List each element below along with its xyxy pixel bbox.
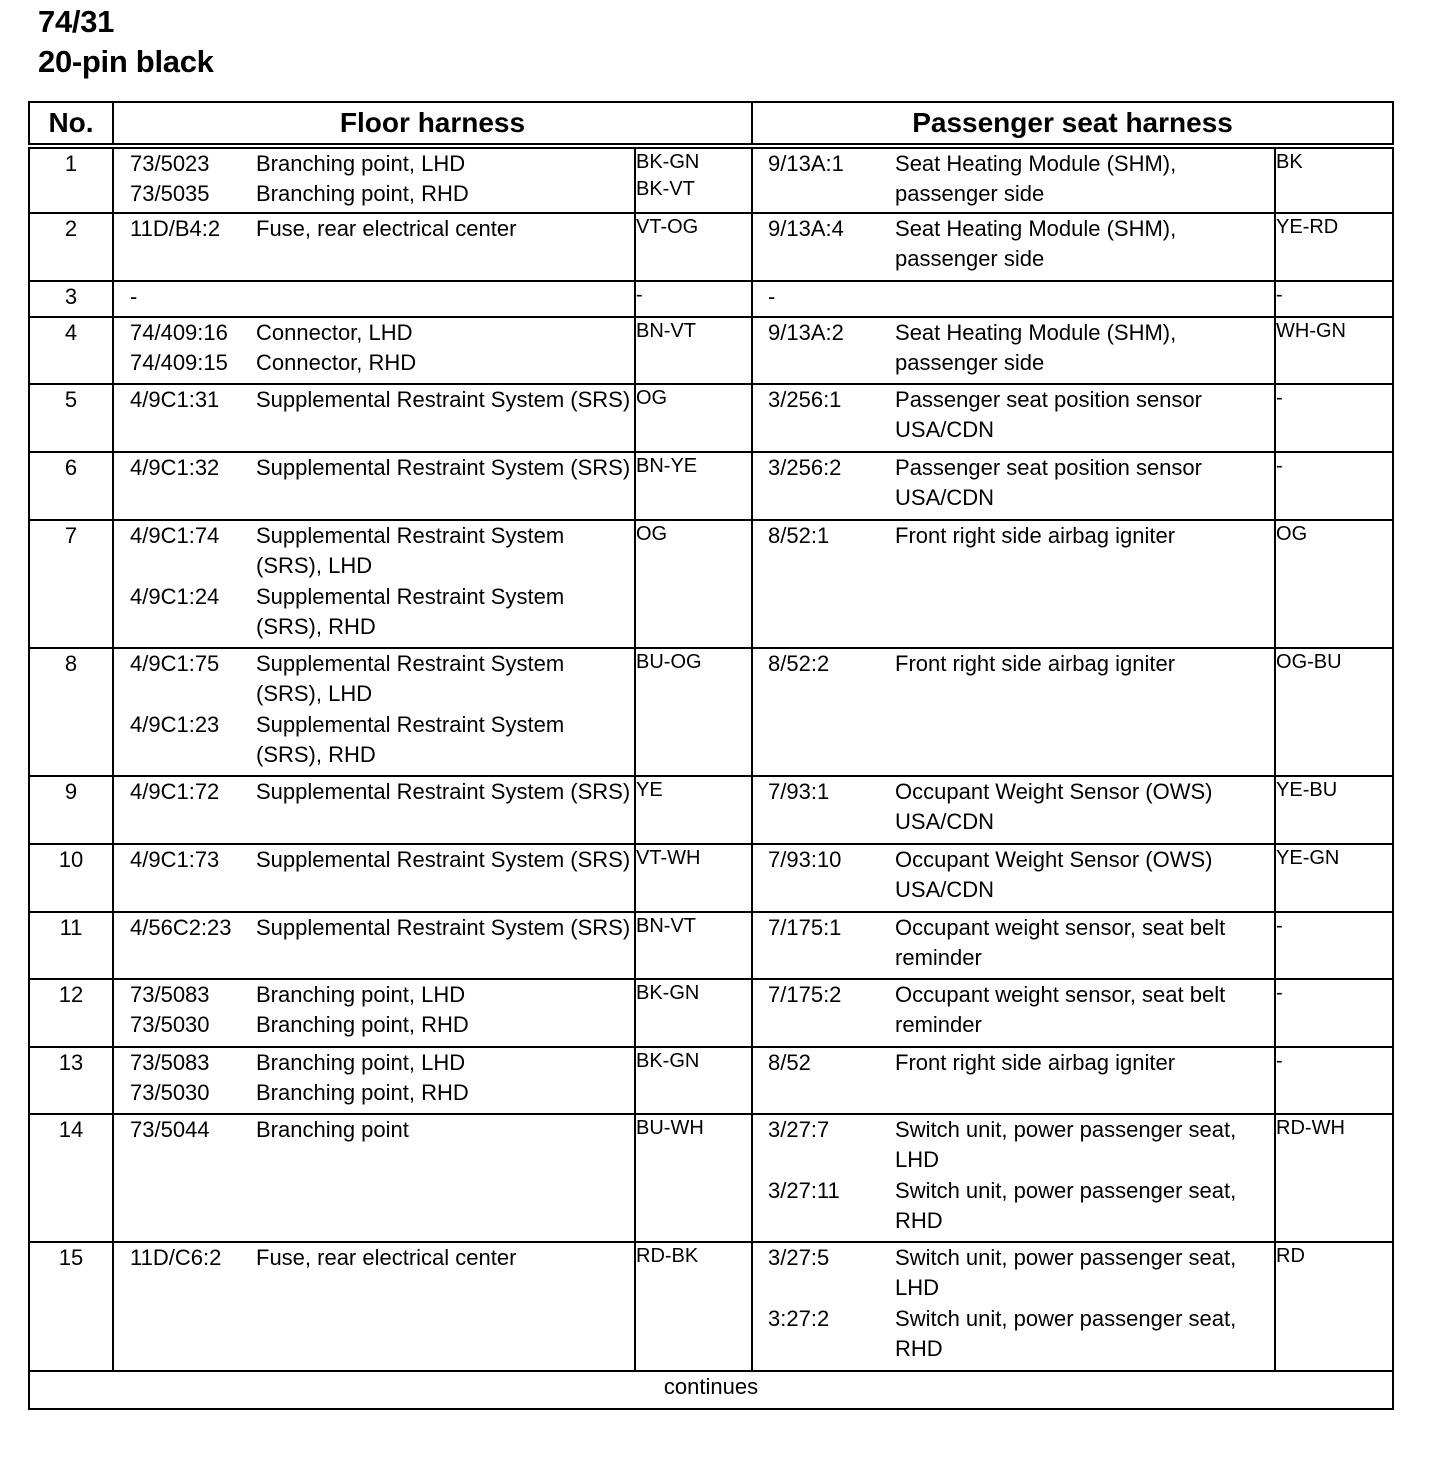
harness-entry	[114, 582, 634, 643]
pin-number: 15	[29, 1242, 113, 1371]
floor-wire-color	[635, 1114, 752, 1242]
component-description: Branching point, LHD	[256, 151, 466, 176]
passenger-harness-cell	[752, 1242, 1275, 1371]
wire-color-code: BK-GN	[636, 151, 700, 173]
harness-entry	[753, 1176, 1274, 1237]
wire-color-code: BN-YE	[636, 455, 698, 477]
harness-entry	[753, 214, 1274, 275]
component-code: 7/175:2	[768, 982, 842, 1007]
floor-wire-color	[635, 1242, 752, 1371]
passenger-wire-color	[1275, 213, 1393, 281]
component-code: 74/409:15	[130, 350, 228, 376]
component-description: Passenger seat position sensor USA/CDN	[895, 455, 1202, 511]
harness-entry	[753, 1048, 1274, 1078]
harness-entry	[753, 845, 1274, 906]
floor-harness-cell	[113, 213, 635, 281]
component-code: 73/5083	[130, 982, 210, 1007]
table-row	[29, 317, 1393, 384]
harness-entry	[114, 710, 634, 771]
component-code: 73/5030	[130, 1080, 210, 1106]
component-description: Branching point, RHD	[256, 1080, 469, 1106]
passenger-wire-color	[1275, 648, 1393, 776]
pin-number: 4	[29, 317, 113, 384]
wire-color-code: BN-VT	[636, 915, 696, 937]
harness-entry	[753, 1304, 1274, 1365]
component-description: Supplemental Restraint System (SRS), LHD	[256, 523, 565, 579]
column-header-passenger-seat-harness: Passenger seat harness	[752, 102, 1393, 146]
passenger-wire-color	[1275, 384, 1393, 452]
wire-color-code: OG	[636, 387, 668, 409]
wire-color-code: -	[1276, 915, 1283, 937]
component-description: Switch unit, power passenger seat, RHD	[895, 1305, 1237, 1362]
harness-entry	[114, 1010, 634, 1040]
harness-entry	[753, 453, 1274, 514]
component-description: Switch unit, power passenger seat, LHD	[895, 1245, 1237, 1301]
wire-color-code: BU-WH	[636, 1117, 704, 1139]
table-row	[29, 1242, 1393, 1371]
harness-entry	[753, 149, 1274, 210]
connector-description: 20-pin black	[38, 44, 214, 79]
component-description: Branching point, RHD	[256, 1012, 469, 1038]
harness-entry	[114, 282, 634, 312]
wire-color-code: RD	[1276, 1245, 1305, 1267]
component-description: Supplemental Restraint System (SRS)	[256, 387, 631, 412]
floor-wire-color	[635, 776, 752, 844]
harness-entry	[753, 1243, 1274, 1304]
table-header-row	[29, 102, 1393, 146]
component-code: 9/13A:4	[768, 216, 844, 241]
component-description: Supplemental Restraint System (SRS), RHD	[256, 711, 565, 768]
component-description: Front right side airbag igniter	[895, 523, 1176, 548]
floor-harness-cell	[113, 912, 635, 979]
wire-color-code: VT-OG	[636, 216, 699, 238]
passenger-wire-color	[1275, 1047, 1393, 1114]
floor-wire-color	[635, 317, 752, 384]
table-row	[29, 776, 1393, 844]
passenger-harness-cell	[752, 146, 1275, 213]
passenger-harness-cell	[752, 979, 1275, 1047]
component-description: Occupant Weight Sensor (OWS) USA/CDN	[895, 847, 1213, 903]
component-description: Supplemental Restraint System (SRS)	[256, 455, 631, 480]
floor-harness-cell	[113, 1047, 635, 1114]
component-code: 7/93:1	[768, 779, 830, 804]
harness-entry	[114, 913, 634, 943]
component-description: Branching point, RHD	[256, 181, 469, 207]
wire-color-code: -	[1276, 455, 1283, 477]
component-description: Supplemental Restraint System (SRS)	[256, 847, 631, 872]
passenger-wire-color	[1275, 520, 1393, 648]
component-code: 4/9C1:72	[130, 779, 220, 804]
floor-wire-color	[635, 213, 752, 281]
component-description: Occupant Weight Sensor (OWS) USA/CDN	[895, 779, 1213, 835]
floor-harness-cell	[113, 317, 635, 384]
component-description: Seat Heating Module (SHM), passenger side	[895, 151, 1177, 207]
component-description: Switch unit, power passenger seat, RHD	[895, 1177, 1237, 1234]
table-row	[29, 384, 1393, 452]
wire-color-code: -	[1276, 1050, 1283, 1072]
component-description: Supplemental Restraint System (SRS)	[256, 779, 631, 804]
passenger-wire-color	[1275, 776, 1393, 844]
floor-harness-cell	[113, 648, 635, 776]
floor-wire-color	[635, 979, 752, 1047]
harness-entry	[114, 1115, 634, 1145]
harness-entry	[114, 1243, 634, 1273]
component-code: 9/13A:1	[768, 151, 844, 176]
harness-entry	[114, 385, 634, 415]
component-description: Front right side airbag igniter	[895, 651, 1176, 676]
floor-harness-cell	[113, 384, 635, 452]
wire-color-code: YE-RD	[1276, 216, 1339, 238]
floor-wire-color	[635, 1047, 752, 1114]
table-row	[29, 979, 1393, 1047]
component-code: 73/5030	[130, 1012, 210, 1038]
component-code: 3/27:5	[768, 1245, 830, 1270]
passenger-harness-cell	[752, 384, 1275, 452]
floor-wire-color	[635, 384, 752, 452]
table-row	[29, 648, 1393, 776]
harness-entry	[114, 214, 634, 244]
wire-color-code: BK-GN	[636, 1050, 700, 1072]
component-code: 8/52	[768, 1050, 811, 1075]
floor-wire-color	[635, 146, 752, 213]
harness-entry	[114, 980, 634, 1010]
component-code: 4/9C1:32	[130, 455, 220, 480]
floor-harness-cell	[113, 1242, 635, 1371]
floor-harness-cell	[113, 1114, 635, 1242]
harness-entry	[753, 521, 1274, 551]
harness-entry	[114, 1048, 634, 1078]
floor-harness-cell	[113, 281, 635, 317]
wire-color-code: BK	[1276, 151, 1303, 173]
pin-number: 6	[29, 452, 113, 520]
harness-entry	[114, 649, 634, 710]
passenger-harness-cell	[752, 520, 1275, 648]
component-code: 4/9C1:74	[130, 523, 220, 548]
pin-number: 2	[29, 213, 113, 281]
pin-number: 7	[29, 520, 113, 648]
component-description: Occupant weight sensor, seat belt reminder	[895, 915, 1226, 971]
component-description: Branching point, LHD	[256, 982, 466, 1007]
pin-number: 12	[29, 979, 113, 1047]
component-code: 3/27:7	[768, 1117, 830, 1142]
component-code: 4/9C1:75	[130, 651, 220, 676]
wire-color-code: -	[1276, 284, 1283, 306]
wire-color-code: OG-BU	[1276, 651, 1342, 673]
component-code: -	[768, 284, 776, 309]
component-description: Seat Heating Module (SHM), passenger side	[895, 320, 1177, 376]
passenger-harness-cell	[752, 776, 1275, 844]
component-description: Front right side airbag igniter	[895, 1050, 1176, 1075]
component-code: 4/56C2:23	[130, 915, 232, 940]
component-code: 3/256:1	[768, 387, 842, 412]
component-description: Supplemental Restraint System (SRS)	[256, 915, 631, 940]
component-code: 73/5083	[130, 1050, 210, 1075]
pin-number: 1	[29, 146, 113, 213]
component-code: 3/256:2	[768, 455, 842, 480]
passenger-wire-color	[1275, 844, 1393, 912]
component-code: 73/5035	[130, 181, 210, 207]
passenger-harness-cell	[752, 317, 1275, 384]
component-code: 4/9C1:24	[130, 583, 220, 609]
component-description: Fuse, rear electrical center	[256, 216, 517, 241]
harness-entry	[753, 777, 1274, 838]
table-row	[29, 452, 1393, 520]
passenger-wire-color	[1275, 281, 1393, 317]
table-row	[29, 146, 1393, 213]
component-code: 8/52:1	[768, 523, 830, 548]
harness-entry	[114, 149, 634, 179]
wire-color-code: VT-WH	[636, 847, 701, 869]
harness-entry	[114, 453, 634, 483]
connector-id: 74/31	[38, 4, 115, 39]
component-code: 4/9C1:31	[130, 387, 220, 412]
harness-entry	[114, 777, 634, 807]
harness-entry	[114, 179, 634, 209]
component-code: 8/52:2	[768, 651, 830, 676]
passenger-harness-cell	[752, 844, 1275, 912]
floor-harness-cell	[113, 979, 635, 1047]
passenger-wire-color	[1275, 1242, 1393, 1371]
passenger-harness-cell	[752, 648, 1275, 776]
passenger-harness-cell	[752, 912, 1275, 979]
component-description: Switch unit, power passenger seat, LHD	[895, 1117, 1237, 1173]
wire-color-code: -	[1276, 387, 1283, 409]
pin-number: 3	[29, 281, 113, 317]
component-description: Supplemental Restraint System (SRS), LHD	[256, 651, 565, 707]
passenger-wire-color	[1275, 979, 1393, 1047]
passenger-harness-cell	[752, 281, 1275, 317]
wire-color-code: BK-VT	[636, 178, 695, 200]
harness-entry	[114, 348, 634, 378]
pin-number: 14	[29, 1114, 113, 1242]
passenger-wire-color	[1275, 912, 1393, 979]
wire-color-code: -	[636, 284, 643, 306]
pin-number: 5	[29, 384, 113, 452]
table-row	[29, 281, 1393, 317]
harness-entry	[753, 649, 1274, 679]
component-code: -	[130, 284, 138, 309]
component-description: Occupant weight sensor, seat belt reminder	[895, 982, 1226, 1038]
floor-harness-cell	[113, 452, 635, 520]
passenger-wire-color	[1275, 146, 1393, 213]
wire-color-code: YE-GN	[1276, 847, 1340, 869]
table-row	[29, 520, 1393, 648]
harness-entry	[753, 385, 1274, 446]
wire-color-code: -	[1276, 982, 1283, 1004]
pin-number: 8	[29, 648, 113, 776]
harness-entry	[753, 913, 1274, 974]
component-description: Seat Heating Module (SHM), passenger side	[895, 216, 1177, 272]
wire-color-code: OG	[1276, 523, 1308, 545]
pin-number: 10	[29, 844, 113, 912]
passenger-harness-cell	[752, 213, 1275, 281]
component-code: 3/27:11	[768, 1177, 840, 1203]
floor-wire-color	[635, 912, 752, 979]
harness-entry	[114, 1078, 634, 1108]
component-description: Branching point	[256, 1117, 409, 1142]
component-description	[895, 282, 1274, 312]
wire-color-code: BK-GN	[636, 982, 700, 1004]
component-description: Connector, RHD	[256, 350, 417, 376]
harness-entry	[114, 845, 634, 875]
passenger-harness-cell	[752, 1047, 1275, 1114]
floor-harness-cell	[113, 146, 635, 213]
component-code: 4/9C1:23	[130, 711, 220, 737]
wire-color-code: BN-VT	[636, 320, 696, 342]
component-description: Branching point, LHD	[256, 1050, 466, 1075]
pin-number: 11	[29, 912, 113, 979]
component-description: Supplemental Restraint System (SRS), RHD	[256, 583, 565, 640]
wire-color-code: RD-WH	[1276, 1117, 1345, 1139]
passenger-wire-color	[1275, 1114, 1393, 1242]
passenger-harness-cell	[752, 1114, 1275, 1242]
pin-number: 9	[29, 776, 113, 844]
table-row	[29, 1047, 1393, 1114]
harness-entry	[114, 318, 634, 348]
component-code: 9/13A:2	[768, 320, 844, 345]
wire-color-code: YE-BU	[1276, 779, 1338, 801]
continues-note: continues	[29, 1371, 1393, 1409]
passenger-wire-color	[1275, 317, 1393, 384]
table-row	[29, 844, 1393, 912]
column-header-no: No.	[29, 102, 113, 146]
component-code: 73/5044	[130, 1117, 210, 1142]
component-code: 3:27:2	[768, 1305, 830, 1331]
component-code: 4/9C1:73	[130, 847, 220, 872]
floor-wire-color	[635, 452, 752, 520]
component-code: 73/5023	[130, 151, 210, 176]
passenger-harness-cell	[752, 452, 1275, 520]
component-code: 74/409:16	[130, 320, 228, 345]
component-description	[256, 282, 634, 312]
component-description: Passenger seat position sensor USA/CDN	[895, 387, 1202, 443]
floor-wire-color	[635, 520, 752, 648]
harness-entry	[753, 318, 1274, 379]
passenger-wire-color	[1275, 452, 1393, 520]
harness-entry	[753, 980, 1274, 1041]
table-row	[29, 213, 1393, 281]
component-code: 11D/C6:2	[130, 1245, 222, 1270]
wire-color-code: RD-BK	[636, 1245, 699, 1267]
table-footer-row	[29, 1371, 1393, 1409]
component-code: 7/175:1	[768, 915, 842, 940]
floor-wire-color	[635, 844, 752, 912]
wire-color-code: OG	[636, 523, 668, 545]
harness-entry	[753, 282, 1274, 312]
pin-number: 13	[29, 1047, 113, 1114]
wire-color-code: YE	[636, 779, 663, 801]
pin-assignment-table	[28, 101, 1394, 1410]
floor-harness-cell	[113, 776, 635, 844]
table-row	[29, 1114, 1393, 1242]
floor-harness-cell	[113, 844, 635, 912]
component-code: 11D/B4:2	[130, 216, 221, 241]
column-header-floor-harness: Floor harness	[113, 102, 752, 146]
harness-entry	[753, 1115, 1274, 1176]
wire-color-code: WH-GN	[1276, 320, 1346, 342]
floor-wire-color	[635, 648, 752, 776]
table-row	[29, 912, 1393, 979]
floor-harness-cell	[113, 520, 635, 648]
component-description: Connector, LHD	[256, 320, 413, 345]
component-code: 7/93:10	[768, 847, 842, 872]
harness-entry	[114, 521, 634, 582]
floor-wire-color	[635, 281, 752, 317]
component-description: Fuse, rear electrical center	[256, 1245, 517, 1270]
wire-color-code: BU-OG	[636, 651, 702, 673]
